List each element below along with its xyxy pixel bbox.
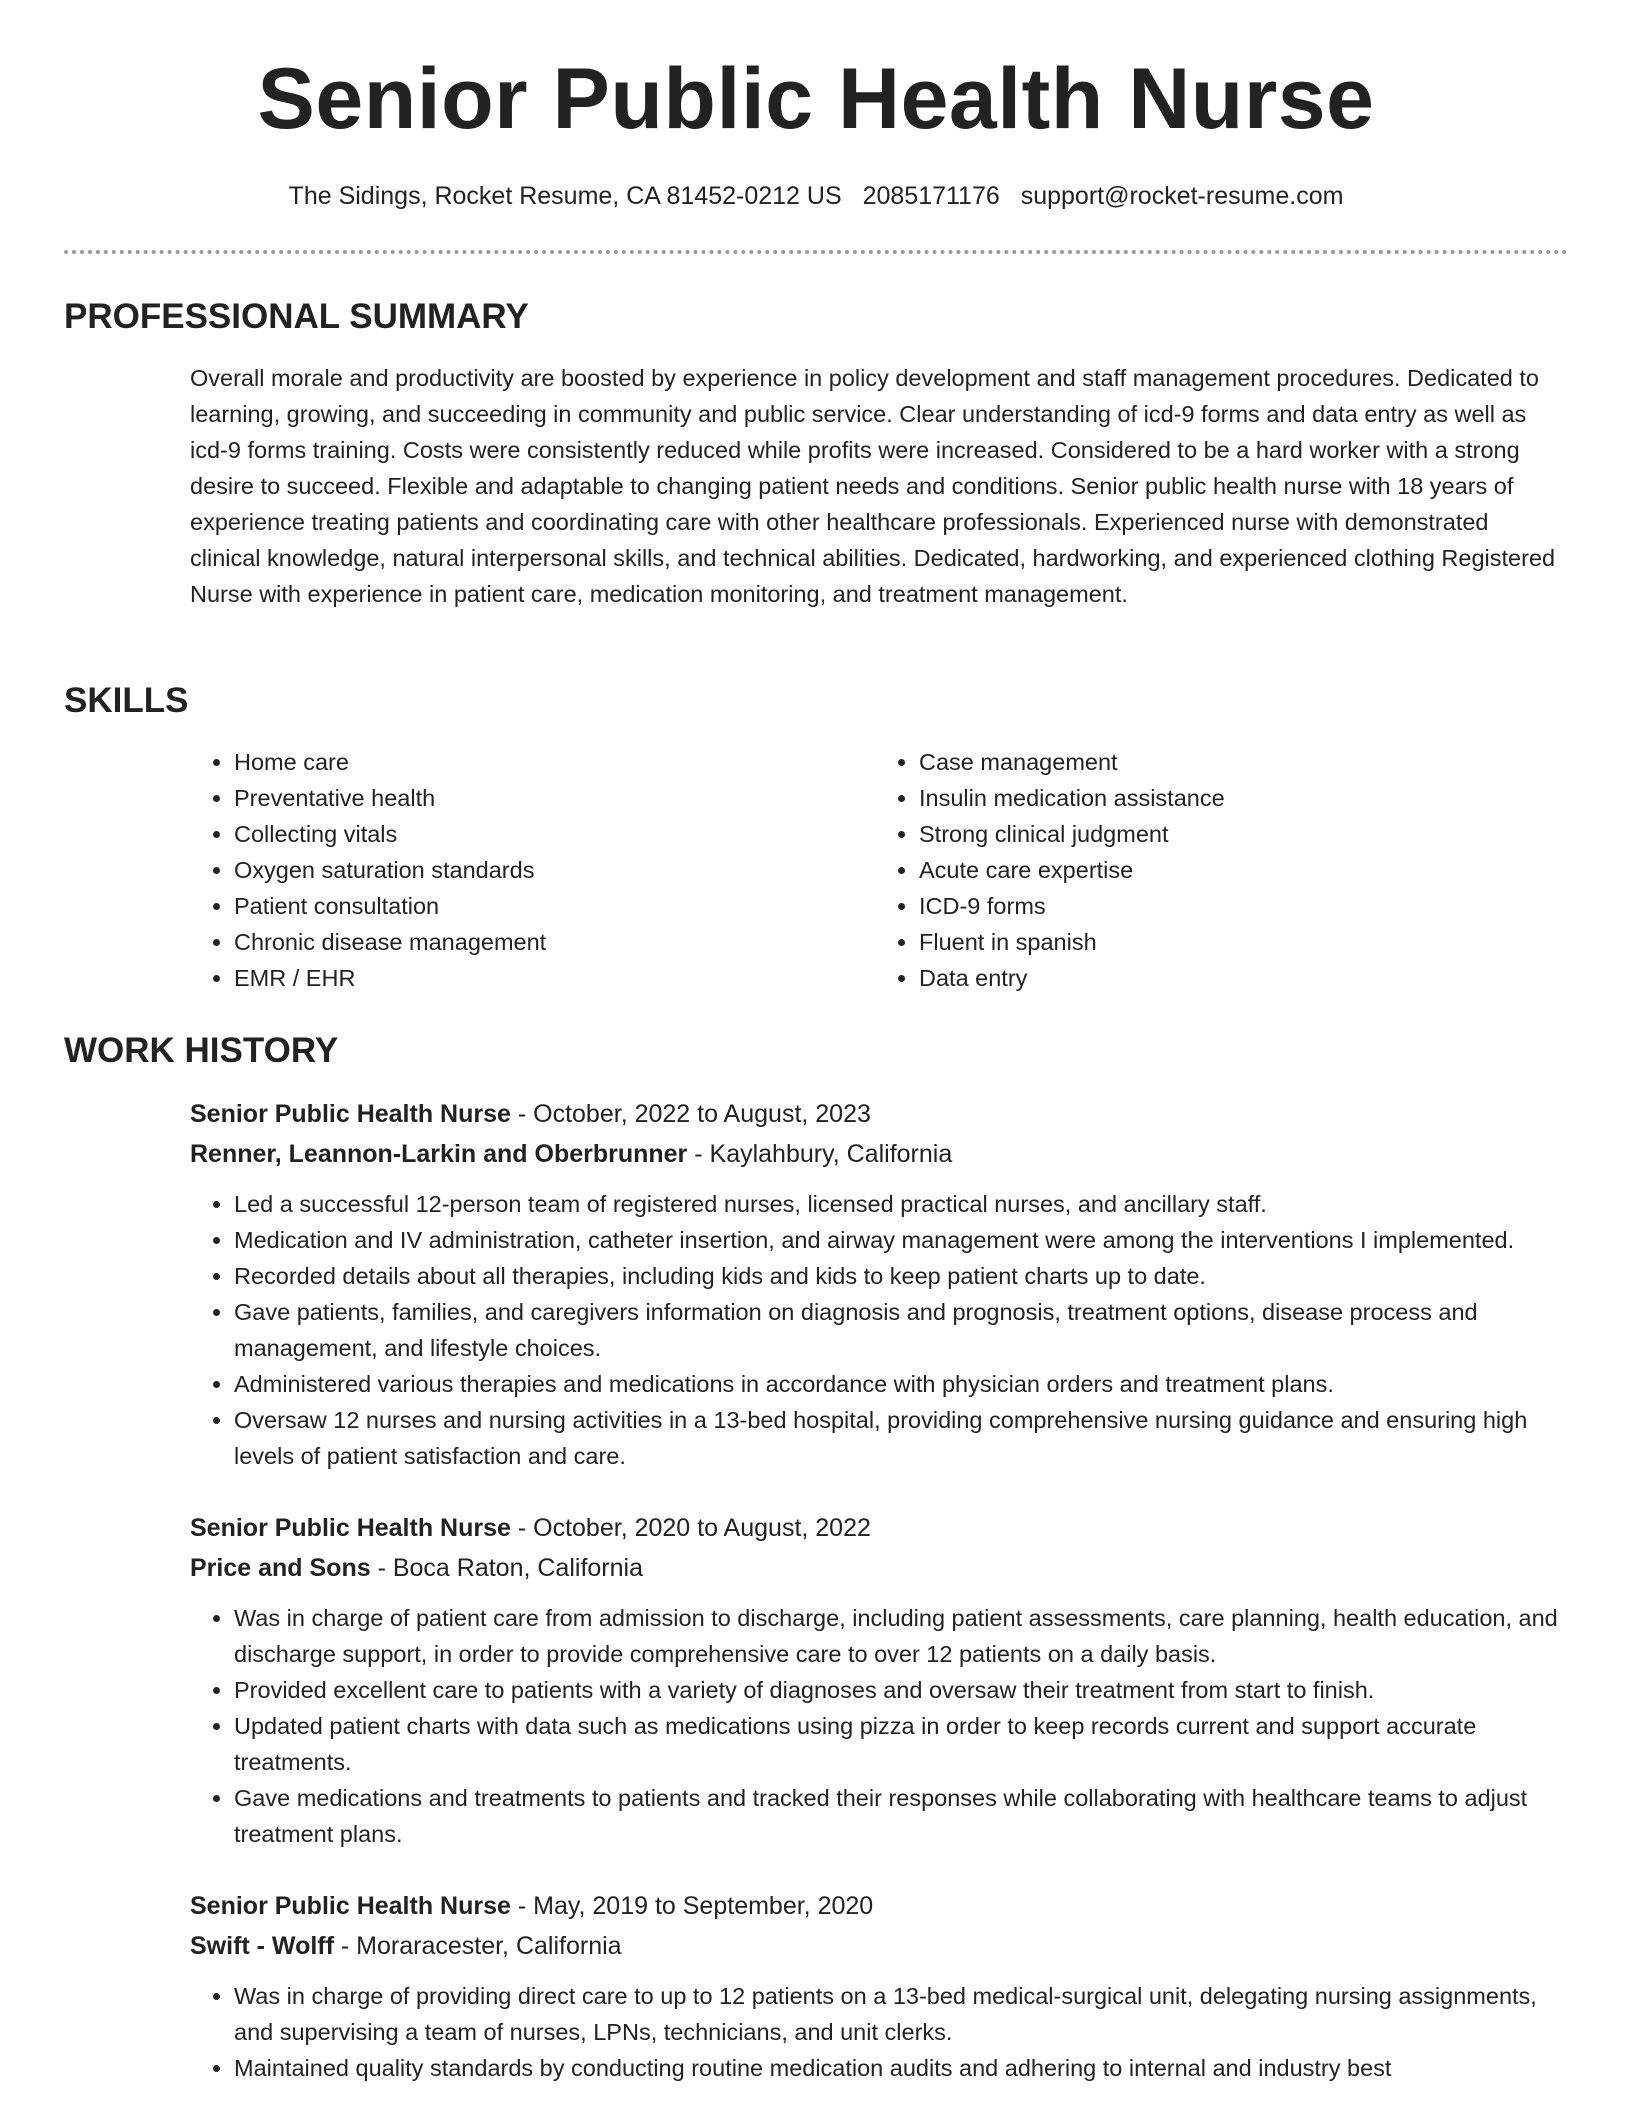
job-role: Senior Public Health Nurse bbox=[190, 1100, 511, 1128]
summary-text: Overall morale and productivity are boosted by experience in policy development and staff management procedures. Dedicated to learning, growing, and succeeding in community and public service. Clear understanding of icd-9 forms and data entry as well as icd-9 forms training. Costs were consistently reduced while profits were increased. Considered to be a hard worker with a strong desire to succeed. Flexible and adaptable to changing patient needs and conditions. Senior public health nurse with 18 years of experience treating patients and coordinating care with other healthcare professionals. Experienced nurse with demonstrated clinical knowledge, natural interpersonal skills, and technical abilities. Dedicated, hardworking, and experienced clothing Registered Nurse with experience in patient care, medication monitoring, and treatment management. bbox=[190, 365, 1556, 607]
job-bullet: • Recorded details about all therapies, including kids and kids to keep patient charts up to date. bbox=[234, 1258, 1570, 1294]
skill-item: • ICD-9 forms bbox=[919, 888, 1560, 924]
skill-item: • Oxygen saturation standards bbox=[234, 852, 875, 888]
skill-item: • EMR / EHR bbox=[234, 960, 875, 996]
contact-phone: 2085171176 bbox=[862, 182, 1000, 210]
work-history-section bbox=[64, 1030, 1568, 2086]
skills-list-right bbox=[875, 744, 1560, 996]
section-title-work: WORK HISTORY bbox=[64, 1031, 339, 1070]
job-bullet: • Maintained quality standards by conducting routine medication audits and adhering to internal and industry best bbox=[234, 2050, 1570, 2086]
job-bullets bbox=[190, 1600, 1570, 1852]
skill-item: • Case management bbox=[919, 744, 1560, 780]
skills-list-left bbox=[190, 744, 875, 996]
job-title-line bbox=[190, 1508, 1570, 1548]
summary-section bbox=[64, 296, 1568, 612]
job-employer: Renner, Leannon-Larkin and Oberbrunner bbox=[190, 1140, 688, 1168]
job-title-line bbox=[190, 1094, 1570, 1134]
job-title-line bbox=[190, 1886, 1570, 1926]
job-bullets bbox=[190, 1186, 1570, 1474]
job-dates: - October, 2020 to August, 2022 bbox=[510, 1514, 871, 1542]
contact-line bbox=[0, 180, 1632, 213]
skill-item: • Preventative health bbox=[234, 780, 875, 816]
job-bullets bbox=[190, 1978, 1570, 2086]
job-location: - Boca Raton, California bbox=[370, 1554, 643, 1582]
job-role: Senior Public Health Nurse bbox=[190, 1514, 511, 1542]
job-dates: - May, 2019 to September, 2020 bbox=[510, 1892, 874, 1920]
job-bullet: • Provided excellent care to patients with a variety of diagnoses and oversaw their treatment from start to finish. bbox=[234, 1672, 1570, 1708]
job-bullet: • Led a successful 12-person team of registered nurses, licensed practical nurses, and ancillary staff. bbox=[234, 1186, 1570, 1222]
skill-item: • Home care bbox=[234, 744, 875, 780]
resume-name: Senior Public Health Nurse bbox=[257, 51, 1375, 147]
contact-email: support@rocket-resume.com bbox=[1020, 182, 1344, 210]
skill-item: • Strong clinical judgment bbox=[919, 816, 1560, 852]
job-employer-line bbox=[190, 1548, 1570, 1588]
job-bullet: • Gave patients, families, and caregivers information on diagnosis and prognosis, treatment options, disease process and management, and lifestyle choices. bbox=[234, 1294, 1570, 1366]
skill-item: • Data entry bbox=[919, 960, 1560, 996]
job-entry bbox=[190, 1508, 1570, 1852]
skill-item: • Acute care expertise bbox=[919, 852, 1560, 888]
job-bullet: • Gave medications and treatments to patients and tracked their responses while collaborating with healthcare teams to adjust treatment plans. bbox=[234, 1780, 1570, 1852]
job-location: - Moraracester, California bbox=[333, 1932, 622, 1960]
job-bullet: • Administered various therapies and medications in accordance with physician orders and treatment plans. bbox=[234, 1366, 1570, 1402]
job-bullet: • Was in charge of providing direct care to up to 12 patients on a 13-bed medical-surgical unit, delegating nursing assignments, and supervising a team of nurses, LPNs, technicians, and unit clerks. bbox=[234, 1978, 1570, 2050]
job-employer: Price and Sons bbox=[190, 1554, 371, 1582]
skill-item: • Collecting vitals bbox=[234, 816, 875, 852]
job-location: - Kaylahbury, California bbox=[687, 1140, 953, 1168]
job-bullet: • Was in charge of patient care from admission to discharge, including patient assessments, care planning, health education, and discharge support, in order to provide comprehensive care to over 12 patients on a daily basis. bbox=[234, 1600, 1570, 1672]
skills-section bbox=[64, 680, 1568, 996]
job-employer-line bbox=[190, 1134, 1570, 1174]
job-bullet: • Oversaw 12 nurses and nursing activities in a 13-bed hospital, providing comprehensive nursing guidance and ensuring high levels of patient satisfaction and care. bbox=[234, 1402, 1570, 1474]
skills-columns bbox=[190, 744, 1560, 996]
section-title-summary: PROFESSIONAL SUMMARY bbox=[64, 297, 529, 336]
skill-item: • Fluent in spanish bbox=[919, 924, 1560, 960]
job-bullet: • Medication and IV administration, catheter insertion, and airway management were among the interventions I implemented. bbox=[234, 1222, 1570, 1258]
skill-item: • Patient consultation bbox=[234, 888, 875, 924]
section-title-skills: SKILLS bbox=[64, 681, 189, 720]
job-entry bbox=[190, 1094, 1570, 1474]
header-divider bbox=[64, 250, 1568, 254]
job-employer-line bbox=[190, 1926, 1570, 1966]
skill-item: • Insulin medication assistance bbox=[919, 780, 1560, 816]
skill-item: • Chronic disease management bbox=[234, 924, 875, 960]
job-role: Senior Public Health Nurse bbox=[190, 1892, 511, 1920]
job-bullet: • Updated patient charts with data such as medications using pizza in order to keep records current and support accurate treatments. bbox=[234, 1708, 1570, 1780]
contact-address: The Sidings, Rocket Resume, CA 81452-0212 US bbox=[288, 182, 842, 210]
job-entry bbox=[190, 1886, 1570, 2086]
job-dates: - October, 2022 to August, 2023 bbox=[510, 1100, 871, 1128]
job-employer: Swift - Wolff bbox=[190, 1932, 334, 1960]
